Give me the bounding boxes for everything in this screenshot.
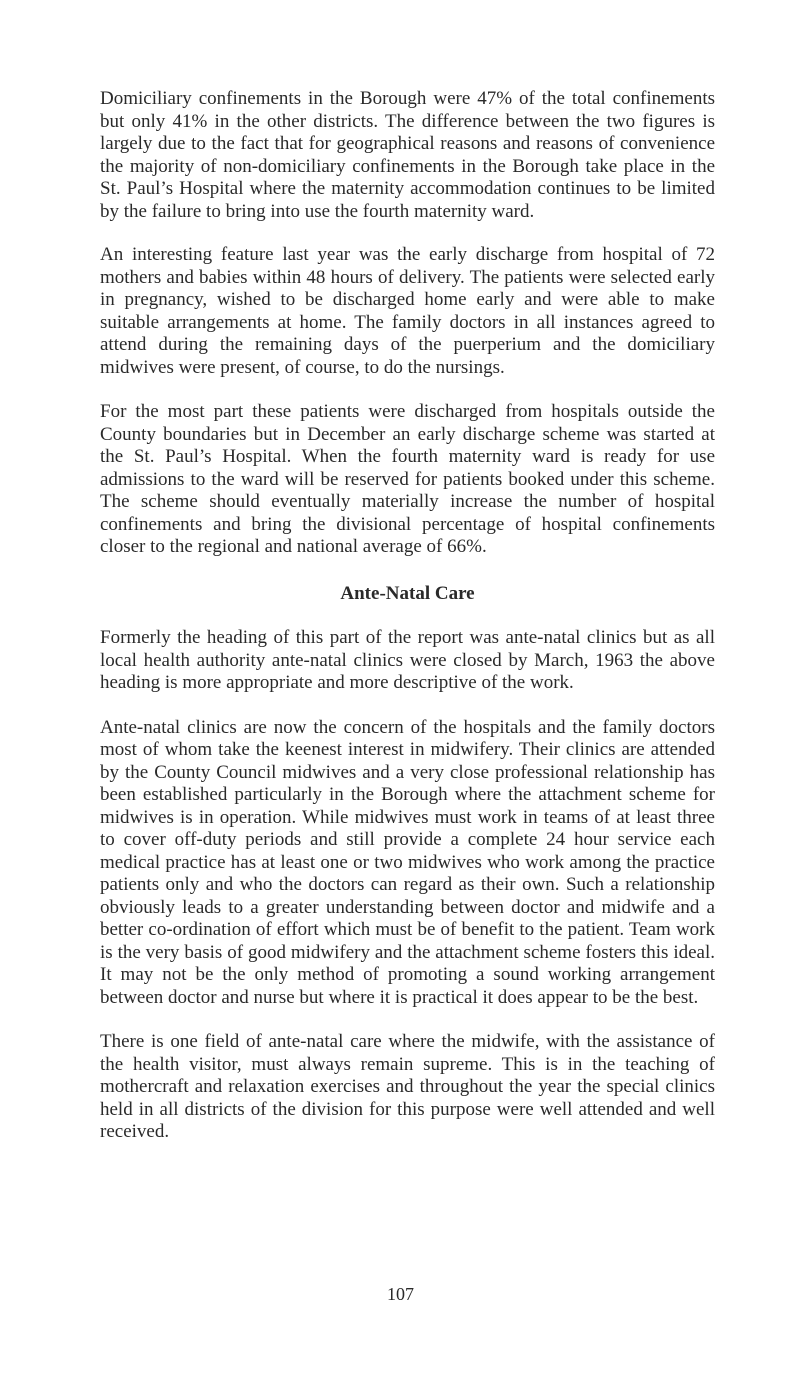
page-number: 107 [387, 1284, 414, 1304]
paragraph-formerly-heading: Formerly the heading of this part of the report was ante-natal clinics but as all local health authority ante-natal clinics were closed by March, 1963 the above heading is more appropriate and more descriptive of the work. [100, 627, 715, 693]
paragraph-domiciliary-confinements: Domiciliary confinements in the Borough were 47% of the total confinements but only 41% in the other districts. The difference between the two figures is largely due to the fact that for geographical reasons and reasons of convenience the majority of non-domiciliary confinements in the Borough take place in the St. Paul’s Hospital where the maternity accommodation continues to be limited by the failure to bring into use the fourth maternity ward. [100, 88, 715, 222]
section-heading-ante-natal-care: Ante-Natal Care [340, 582, 475, 604]
document-page [100, 88, 715, 1166]
paragraph-discharge-scheme: For the most part these patients were discharged from hospitals outside the County boundaries but in December an early discharge scheme was started at the St. Paul’s Hospital. When the fourth maternity ward is ready for use admissions to the ward will be reserved for patients booked under this scheme. The scheme should eventually materially increase the number of hospital confinements and bring the divisional percentage of hospital confinements closer to the regional and national average of 66%. [100, 401, 715, 557]
paragraph-mothercraft: There is one field of ante-natal care where the midwife, with the assistance of the health visitor, must always remain supreme. This is in the teaching of mothercraft and relaxation exercises and throughout the year the special clinics held in all districts of the division for this purpose were well attended and well received. [100, 1031, 715, 1142]
paragraph-early-discharge: An interesting feature last year was the early discharge from hospital of 72 mothers and babies within 48 hours of delivery. The patients were selected early in pregnancy, wished to be discharged home early and were able to make suitable arrangements at home. The family doctors in all instances agreed to attend during the remaining days of the puerperium and the domiciliary midwives were present, of course, to do the nursings. [100, 244, 715, 378]
paragraph-ante-natal-clinics: Ante-natal clinics are now the concern of the hospitals and the family doctors most of whom take the keenest interest in midwifery. Their clinics are attended by the County Council midwives and a very close professional relationship has been established particularly in the Borough where the attachment scheme for midwives is in operation. While midwives must work in teams of at least three to cover off-duty periods and still provide a complete 24 hour service each medical practice has at least one or two midwives who work among the practice patients only and who the doctors can regard as their own. Such a relationship obviously leads to a greater understanding between doctor and midwife and a better co-ordination of effort which must be of benefit to the patient. Team work is the very basis of good midwifery and the attachment scheme fosters this ideal. It may not be the only method of promoting a sound working arrangement between doctor and nurse but where it is practical it does appear to be the best. [100, 716, 715, 1008]
